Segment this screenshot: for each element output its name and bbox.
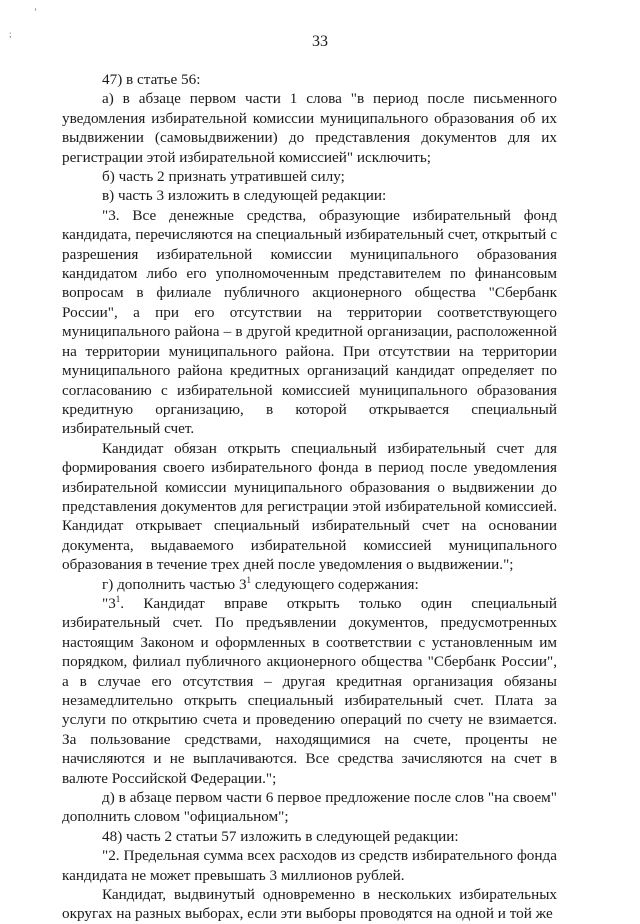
paragraph: [62, 575, 557, 594]
paragraph: б) часть 2 признать утратившей силу;: [102, 168, 345, 186]
paragraph: Кандидат, выдвинутый одновременно в нескольких избирательных округах на разных выборах, если эти выборы проводятся на одной и той же: [62, 886, 557, 923]
paragraph-text: следующего содержания:: [251, 575, 419, 593]
paragraph-text: г) дополнить частью 3: [102, 575, 247, 593]
paragraph: 47) в статье 56:: [102, 71, 201, 88]
paragraph: "2. Предельная сумма всех расходов из средств избирательного фонда кандидата не может превышать 3 миллионов рублей.: [62, 847, 557, 884]
document-body: [62, 70, 557, 924]
paragraph: а) в абзаце первом части 1 слова "в период после письменного уведомления избирательной комиссии муниципального образования об их выдвижении (самовыдвижении) до представления документов для их регистрации этой избирательной комиссией" исключить;: [62, 90, 557, 166]
paragraph: 48) часть 2 статьи 57 изложить в следующей редакции:: [102, 827, 459, 845]
paragraph: [62, 594, 557, 788]
scan-mark: ʼ: [34, 7, 37, 17]
paragraph: "3. Все денежные средства, образующие избирательный фонд кандидата, перечисляются на специальный избирательный счет, открытый с разрешения избирательной комиссии муниципального образования кандидатом либо его уполномоченным представителем по финансовым вопросам в филиале публичного акционерного общества "Сбербанк России", а при его отсутствии на территории соответствующего муниципального района – в другой кредитной организации, расположенной на территории муниципального района. При отсутствии на территории муниципального района кредитных организаций кандидат определяет по согласованию с избирательной комиссией муниципального образования кредитную организацию, в которой открывается специальный избирательный счет.: [62, 206, 557, 438]
paragraph: в) часть 3 изложить в следующей редакции:: [102, 187, 387, 205]
paragraph: д) в абзаце первом части 6 первое предложение после слов "на своем" дополнить словом "официальном";: [62, 789, 557, 826]
superscript: 1: [115, 593, 121, 604]
paragraph: Кандидат обязан открыть специальный избирательный счет для формирования своего избирательного фонда в период после уведомления избирательной комиссии муниципального образования о выдвижении до представления документов для регистрации этой избирательной комиссией. Кандидат открывает специальный избирательный счет на основании документа, выдаваемого избирательной комиссией муниципального образования в течение трех дней после уведомления о выдвижении.";: [62, 439, 557, 574]
superscript: 1: [246, 574, 252, 585]
scan-mark: ;: [9, 29, 12, 39]
paragraph-text: . Кандидат вправе открыть только один специальный избирательный счет. По предъявлении документов, предусмотренных настоящим Законом и оформленных в соответствии с установленным им порядком, филиал публичного акционерного общества "Сбербанк России", а в случае его отсутствия – другая кредитная организация обязаны незамедлительно открыть специальный избирательный счет. Плата за услуги по открытию счета и проведению операций по счету не взимается. За пользование средствами, находящимися на счете, проценты не начисляются и не выплачиваются. Все средства зачисляются на счет в валюте Российской Федерации.";: [62, 594, 557, 787]
page-number: 33: [312, 33, 328, 50]
paragraph-text: "3: [102, 594, 116, 612]
